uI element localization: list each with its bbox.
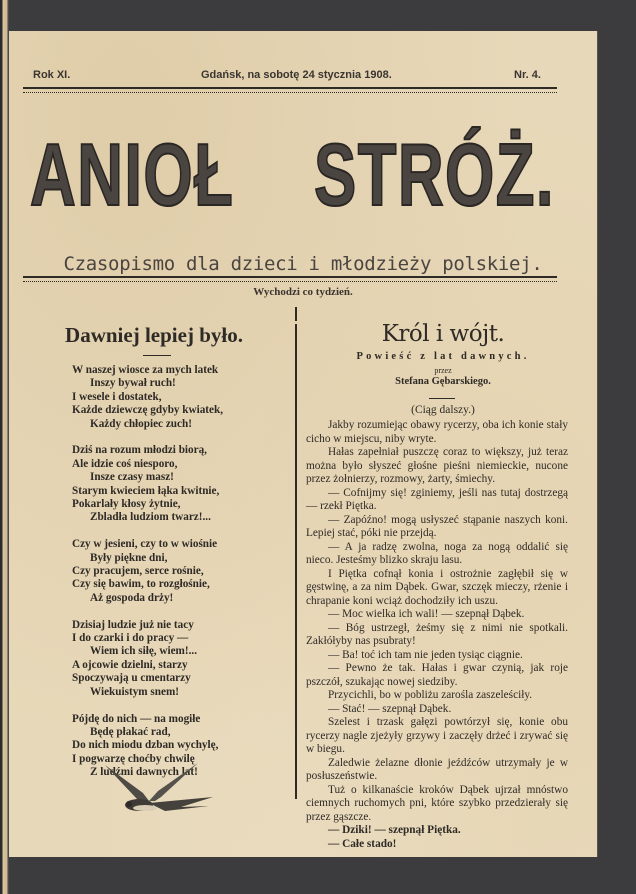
title-left: ANIOŁ <box>30 125 235 224</box>
column-divider-top <box>295 307 297 321</box>
poem-line: Będę płakać rad, <box>90 725 171 738</box>
story-paragraph: — Ba! toć ich tam nie jeden tysiąc ciągnie. <box>328 648 523 661</box>
poem-line: Pokarlały kłosy żytnie, <box>72 498 181 511</box>
poem-line: Do nich miodu dzban wychylę, <box>72 739 219 752</box>
story-paragraph: — Moc wielka ich wali! — szepnął Dąbek. <box>328 608 525 620</box>
poem-line: Wiekuistym snem! <box>90 685 179 698</box>
story-paragraph: Jakby rozumiejąc obawy rycerzy, oba ich konie stały cicho w miejscu, niby wryte. <box>306 419 568 445</box>
story-paragraph: I Piętka cofnął konia i ostrożnie zagłębił się w gęstwinę, a za nim Dąbek. Gwar, szczęk mieczy, rżenie i chrapanie koni wciąż dochodziły ich uszu. <box>306 567 568 607</box>
story-paragraph: — Całe stado! <box>328 837 397 850</box>
title-right: STRÓŻ. <box>314 125 555 224</box>
poem-line: Insze czasy masz! <box>90 471 174 484</box>
publication-frequency: Wychodzi co tydzień. <box>253 286 353 298</box>
volume-label: Rok XI. <box>33 69 71 81</box>
poem-line: Były piękne dni, <box>90 551 168 564</box>
story-title: Król i wójt. <box>381 321 505 347</box>
poem-line: Ale idzie coś niesporo, <box>72 457 178 470</box>
story-subtitle: Powieść z lat dawnych. <box>356 351 530 362</box>
poem-line: Inszy bywał ruch! <box>90 377 176 390</box>
masthead-subtitle: Czasopismo dla dzieci i młodzieży polskiej. <box>63 253 543 275</box>
poem-line: Każdy chłopiec zuch! <box>90 417 192 430</box>
story-paragraph: — Pewno że tak. Hałas i gwar czynią, jak roje pszczół, szukając nowej siedziby. <box>306 662 568 688</box>
poem-line: Aż gospoda drży! <box>90 591 174 604</box>
story-paragraph: — A ja radzę zwolna, noga za nogą oddalić się nieco. Jesteśmy blizko skraju lasu. <box>306 540 568 566</box>
poem-title: Dawniej lepiej było. <box>65 323 243 347</box>
story-by: przez <box>434 366 452 375</box>
dateline: Gdańsk, na sobotę 24 stycznia 1908. <box>201 69 392 81</box>
poem-stanza <box>72 538 282 605</box>
story-paragraph: — Zapóźno! mogą usłyszeć stąpanie naszych koni. Lepiej stać, póki nie przejdą. <box>306 513 568 539</box>
poem-line: I do czarki i do pracy — <box>72 632 189 645</box>
story-paragraph: — Bóg ustrzegł, żeśmy się z nimi nie spotkali. Zakłółyby nas psubraty! <box>306 621 568 647</box>
column-divider <box>295 324 297 799</box>
poem-line: Starym kwieciem łąka kwitnie, <box>72 484 220 497</box>
book-spine <box>0 0 9 894</box>
poem-stanza <box>72 444 282 524</box>
story-paragraph: Hałas zapełniał puszczę coraz to większy, już teraz można było słyszeć głośne pieśni niemieckie, nucone przez żołnierzy, rozmowy, żarty, śmiechy. <box>306 446 568 485</box>
poem-line: A ojcowie dzielni, starzy <box>72 658 188 671</box>
poem-line: I pogwarzę choćby chwilę <box>72 752 195 765</box>
poem-line: I wesele i dostatek, <box>72 390 162 403</box>
story-paragraph: Przycichli, bo w pobliżu zarośla zaszeleściły. <box>328 689 533 701</box>
poem-line: Spoczywają u cmentarzy <box>72 672 191 685</box>
story-paragraph: Zaledwie żelazne dłonie jeźdźców utrzymały je w posłuszeństwie. <box>306 756 568 782</box>
poem-line: Dzisiaj ludzie już nie tacy <box>72 618 194 631</box>
poem-line: Z ludźmi dawnych lat! <box>90 766 198 779</box>
story-paragraph: Tuż o kilkanaście kroków Dąbek ujrzał mnóstwo ciemnych ruchomych pni, które szybko przedzierały się przez gąszcze. <box>306 783 568 823</box>
poem-stanza <box>72 619 282 699</box>
masthead-top-rule <box>23 87 557 93</box>
poem-line: Czy w jesieni, czy to w wiośnie <box>72 538 218 551</box>
poem-title-rule <box>143 355 171 356</box>
story-title-rule <box>429 398 455 399</box>
story-paragraph: — Dziki! — szepnął Piętka. <box>328 824 461 836</box>
poem-line: Dziś na rozum młodzi biorą, <box>72 444 207 457</box>
story-continuation: (Ciąg dalszy.) <box>411 404 475 416</box>
poem-line: Czy się bawim, to rozgłośnie, <box>72 578 210 591</box>
story-body <box>306 419 568 851</box>
poem-line: Czy pracujem, serce rośnie, <box>72 565 204 578</box>
story-paragraph: — Stać! — szepnął Dąbek. <box>328 702 452 715</box>
poem-stanza <box>72 364 282 431</box>
story-paragraph: Szelest i trzask gałęzi powtórzył się, konie obu rycerzy nagle zjeżyły grzywy i zaczęły drżeć i zrywać się w biegu. <box>306 716 568 755</box>
story-author: Stefana Gębarskiego. <box>395 376 491 387</box>
poem-line: Zbladła ludziom twarz!... <box>90 511 211 524</box>
poem-line: Wiem ich siłę, wiem!... <box>90 645 197 658</box>
issue-number: Nr. 4. <box>514 69 541 81</box>
masthead-bottom-rule <box>23 276 557 282</box>
poem-line: Każde dziewczę gdyby kwiatek, <box>72 404 224 417</box>
swallow-bird-icon <box>103 761 223 821</box>
newspaper-page <box>9 31 597 857</box>
poem-line: W naszej wiosce za mych latek <box>72 364 219 376</box>
poem-body <box>72 364 282 793</box>
story-paragraph: — Cofnijmy się! zginiemy, jeśli nas tutaj dostrzegą — rzekł Piętka. <box>306 486 568 512</box>
poem-line: Pójdę do nich — na mogiłe <box>72 712 201 725</box>
